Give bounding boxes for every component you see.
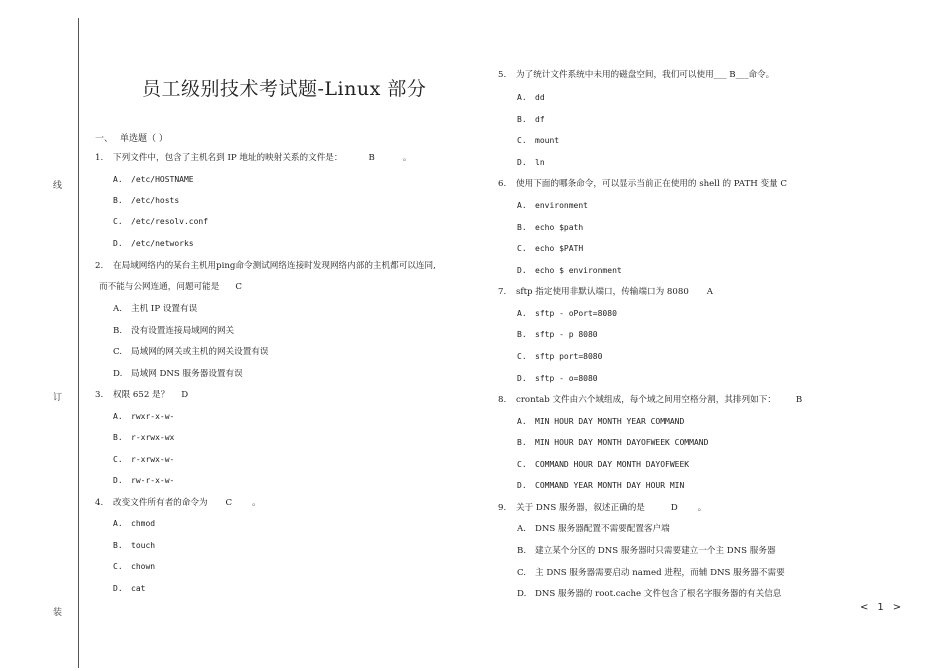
q1-option-d: D. /etc/networks [113,239,194,248]
q2-option-c: C. 局域网的网关或主机的网关设置有误 [113,347,269,357]
binding-char-xian: 线 [53,181,63,191]
answer-mark: B [795,395,803,405]
answer-mark: D [181,390,189,400]
q4-option-d: D. cat [113,584,146,593]
question-number: 2. [95,261,104,271]
answer-mark: B [368,153,375,163]
next-page-button[interactable]: > [892,602,902,613]
q1-option-a: A. /etc/HOSTNAME [113,175,194,184]
q7-option-c: C. sftp port=8080 [517,352,603,361]
q4-option-a: A. chmod [113,519,156,528]
q2-option-a: A. 主机 IP 设置有误 [113,304,198,314]
section-header [95,131,168,144]
answer-mark: C [235,282,242,292]
question-7 [498,286,713,298]
binding-line [78,18,79,668]
q3-option-d: D. rw-r-x-w- [113,476,175,485]
pager [860,602,910,613]
answer-mark: A [706,287,714,297]
q7-option-a: A. sftp - oPort=8080 [517,309,617,318]
question-9 [498,502,706,514]
q7-option-b: B. sftp - p 8080 [517,330,598,339]
q8-option-c: C. COMMAND HOUR DAY MONTH DAYOFWEEK [517,460,690,469]
q8-option-b: B. MIN HOUR DAY MONTH DAYOFWEEK COMMAND [517,438,709,447]
question-6 [498,178,787,190]
q2-option-d: D. 局域网 DNS 服务器设置有误 [113,369,243,379]
prev-page-button[interactable]: < [860,602,869,613]
question-text: 改变文件所有者的命令为 [113,498,208,508]
q9-option-b: B. 建立某个分区的 DNS 服务器时只需要建立一个主 DNS 服务器 [517,546,776,556]
page-number: 1 [877,602,884,613]
q4-option-c: C. chown [113,562,156,571]
question-number: 4. [95,498,104,508]
question-text: crontab 文件由六个域组成，每个域之间用空格分割，其排列如下： [516,395,776,405]
question-tail: 。 [402,153,412,163]
question-text: 而不能与公网连通，问题可能是 [99,282,220,292]
question-number: 7. [498,287,507,297]
question-tail: 。 [697,503,707,513]
q9-option-c: C. 主 DNS 服务器需要启动 named 进程，而辅 DNS 服务器不需要 [517,568,785,578]
q7-option-d: D. sftp - o=8080 [517,374,598,383]
q3-option-c: C. r-xrwx-w- [113,455,175,464]
q1-option-c: C. /etc/resolv.conf [113,217,209,226]
q9-option-d: D. DNS 服务器的 root.cache 文件包含了根名字服务器的有关信息 [517,589,782,599]
question-5 [498,69,774,81]
question-number: 5. [498,70,507,80]
answer-mark: C [225,498,233,508]
question-text: 使用下面的哪条命令，可以显示当前正在使用的 shell 的 PATH 变量 C [516,179,787,189]
question-2-cont [99,281,242,293]
q6-option-b: B. echo $path [517,223,584,232]
q6-option-c: C. echo $PATH [517,244,584,253]
question-number: 8. [498,395,507,405]
q5-option-d: D. ln [517,158,545,167]
question-text: 权限 652 是？ [113,390,170,400]
question-number: 3. [95,390,104,400]
question-number: 1. [95,153,104,163]
q4-option-b: B. touch [113,541,156,550]
question-text: 为了统计文件系统中未用的磁盘空间，我们可以使用___ B___命令。 [516,70,775,80]
page-title: 员工级别技术考试题-Linux 部分 [142,78,427,100]
question-text: sftp 指定使用非默认端口，传输端口为 8080 [516,287,689,297]
section-number: 一、 [95,134,114,144]
question-2 [95,260,436,272]
question-number: 9. [498,503,507,513]
q6-option-d: D. echo $ environment [517,266,622,275]
binding-char-ding: 订 [53,393,63,403]
question-number: 6. [498,179,507,189]
question-8 [498,394,802,406]
answer-mark: D [670,503,678,513]
question-text: 下列文件中，包含了主机名到 IP 地址的映射关系的文件是： [113,153,343,163]
question-1 [95,152,411,164]
q8-option-d: D. COMMAND YEAR MONTH DAY HOUR MIN [517,481,685,490]
q3-option-b: B. r-xrwx-wx [113,433,175,442]
question-tail: 。 [252,498,261,508]
q9-option-a: A. DNS 服务器配置不需要配置客户端 [517,524,670,534]
section-label: 单选题（ ） [120,134,168,144]
q5-option-a: A. dd [517,93,545,102]
question-3 [95,389,188,401]
q6-option-a: A. environment [517,201,588,210]
q5-option-b: B. df [517,115,545,124]
q1-option-b: B. /etc/hosts [113,196,180,205]
q8-option-a: A. MIN HOUR DAY MONTH YEAR COMMAND [517,417,685,426]
q5-option-c: C. mount [517,136,560,145]
q3-option-a: A. rwxr-x-w- [113,412,175,421]
q2-option-b: B. 没有设置连接局域网的网关 [113,326,235,336]
question-4 [95,497,261,509]
question-text: 在局域网络内的某台主机用ping命令测试网络连接时发现网络内部的主机都可以连同, [113,261,436,271]
question-text: 关于 DNS 服务器，叙述正确的是 [516,503,645,513]
binding-char-zhuang: 装 [53,608,63,618]
